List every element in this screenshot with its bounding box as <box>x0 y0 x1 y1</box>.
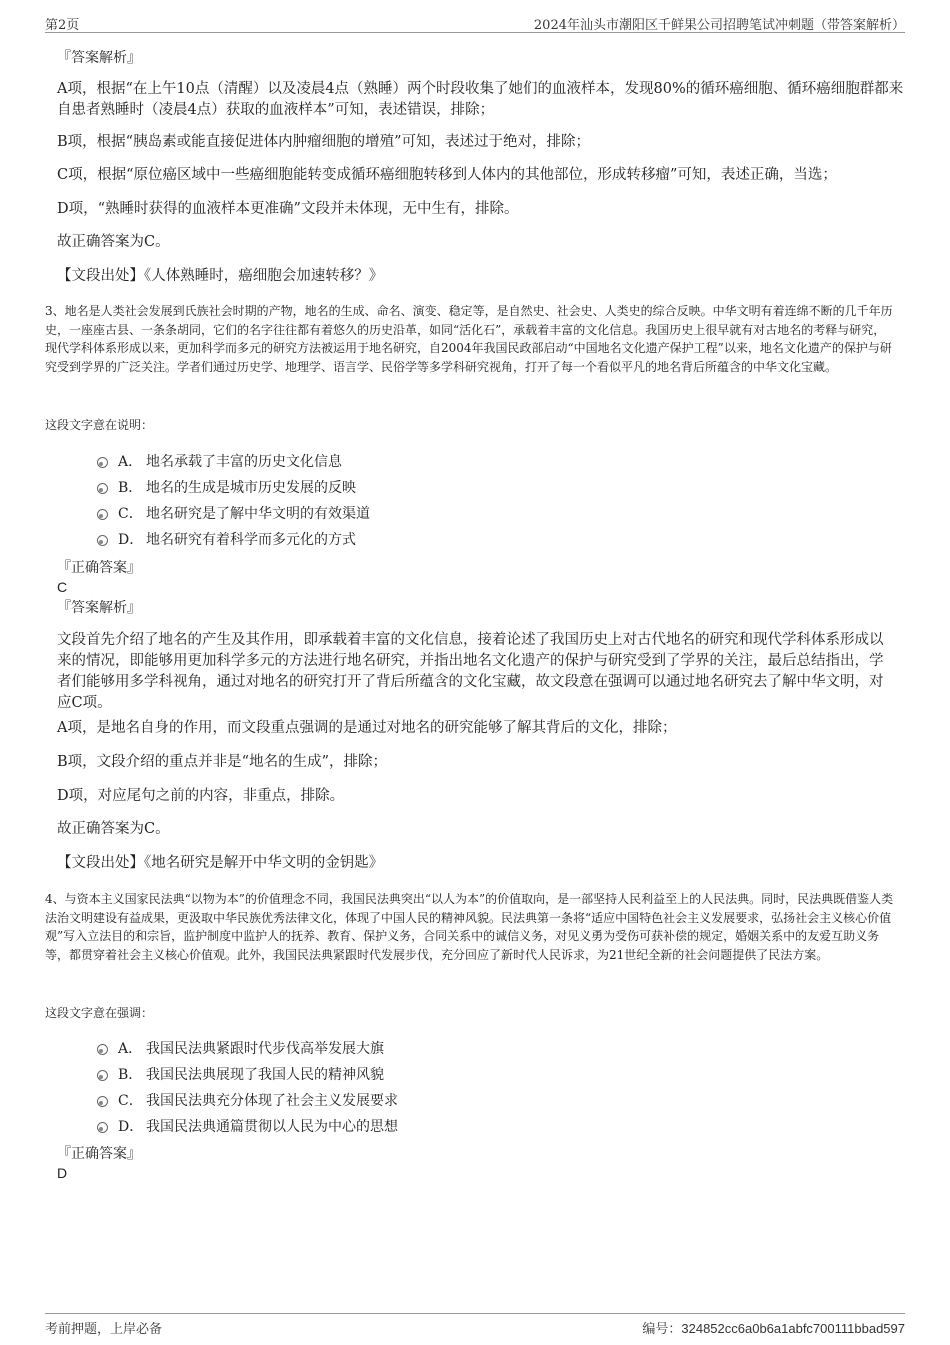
question-3-prompt: 这段文字意在说明： <box>45 418 154 432</box>
question-3-text: 3、地名是人类社会发展到氏族社会时期的产物，地名的生成、命名、演变、稳定等，是自然史、社会史、人类史的综合反映。中华文明有着连绵不断的几千年历史，一座座古县、一条条胡同，它们的名字往往都有着悠久的历史沿革，如同“活化石”，承载着丰富的文化信息。我国历史上很早就有对古地名的考释与研究，现代学科体系形成以来，更加科学而多元的研究方法被运用于地名研究，自2004年我国民政部启动“中国地名文化遗产保护工程”以来，地名文化遗产的保护与研究受到学界的广泛关注。学者们通过历史学、地理学、语言学、民俗学等多学科研究视角，打开了每一个看似平凡的地名背后所蕴含的中华文化宝藏。 <box>45 304 893 374</box>
analysis-option-b: B项，文段介绍的重点并非是“地名的生成”，排除； <box>57 754 387 770</box>
document-title: 2024年汕头市潮阳区千鲜果公司招聘笔试冲刺题（带答案解析） <box>533 18 905 33</box>
analysis-option-b: B项，根据“胰岛素或能直接促进体内肿瘤细胞的增殖”可知，表述过于绝对，排除； <box>57 134 590 150</box>
radio-icon[interactable] <box>97 457 108 468</box>
question-4-option-c[interactable]: C． 我国民法典充分体现了社会主义发展要求 <box>97 1091 398 1111</box>
source-citation: 【文段出处】《地名研究是解开中华文明的金钥匙》 <box>57 855 384 871</box>
page-footer <box>45 1313 905 1337</box>
radio-icon[interactable] <box>97 1122 108 1133</box>
analysis-heading: 『答案解析』 <box>57 600 141 616</box>
analysis-option-d: D项，对应尾句之前的内容，非重点，排除。 <box>57 788 345 804</box>
footer-slogan: 考前押题，上岸必备 <box>45 1322 163 1337</box>
document-code <box>642 1318 905 1337</box>
answer-heading: 『正确答案』 <box>57 1146 141 1162</box>
document-code-value: 324852cc6a0b6a1abfc700111bbad597 <box>681 1321 905 1336</box>
question-4-option-b[interactable]: B． 我国民法典展现了我国人民的精神风貌 <box>97 1065 384 1085</box>
radio-icon[interactable] <box>97 1070 108 1081</box>
radio-icon[interactable] <box>97 509 108 520</box>
analysis-option-a: A项，是地名自身的作用，而文段重点强调的是通过对地名的研究能够了解其背后的文化，排除； <box>57 720 677 736</box>
radio-icon[interactable] <box>97 483 108 494</box>
analysis-option-c: C项，根据“原位癌区域中一些癌细胞能转变成循环癌细胞转移到人体内的其他部位，形成转移瘤”可知，表述正确，当选； <box>57 167 837 183</box>
correct-answer: D <box>57 1165 68 1181</box>
radio-icon[interactable] <box>97 1096 108 1107</box>
analysis-option-a: A项，根据“在上午10点（清醒）以及凌晨4点（熟睡）两个时段收集了她们的血液样本，发现80%的循环癌细胞、循环癌细胞群都来自患者熟睡时（凌晨4点）获取的血液样本”可知，表述错误，排除； <box>57 81 904 118</box>
analysis-conclusion: 故正确答案为C。 <box>57 821 170 837</box>
analysis-main: 文段首先介绍了地名的产生及其作用，即承载着丰富的文化信息，接着论述了我国历史上对古代地名的研究和现代学科体系形成以来的情况，即能够用更加科学多元的方法进行地名研究，并指出地名文化遗产的保护与研究受到了学界的关注，最后总结指出，学者们能够用多学科视角，通过对地名的研究打开了背后所蕴含的文化宝藏，故文段意在强调可以通过地名研究去了解中华文明，对应C项。 <box>57 632 884 711</box>
question-4-option-d[interactable]: D． 我国民法典通篇贯彻以人民为中心的思想 <box>97 1117 398 1137</box>
radio-icon[interactable] <box>97 535 108 546</box>
question-3-option-b[interactable]: B． 地名的生成是城市历史发展的反映 <box>97 478 356 498</box>
radio-icon[interactable] <box>97 1044 108 1055</box>
document-code-label: 编号： <box>642 1322 682 1337</box>
page-number: 第2页 <box>45 18 80 33</box>
answer-heading: 『正确答案』 <box>57 560 141 576</box>
question-3-option-d[interactable]: D． 地名研究有着科学而多元化的方式 <box>97 530 356 550</box>
question-3-option-c[interactable]: C． 地名研究是了解中华文明的有效渠道 <box>97 504 370 524</box>
question-4-option-a[interactable]: A． 我国民法典紧跟时代步伐高举发展大旗 <box>97 1039 384 1059</box>
page-header <box>45 12 905 33</box>
analysis-heading: 『答案解析』 <box>57 50 141 66</box>
correct-answer: C <box>57 579 68 595</box>
analysis-option-d: D项，“熟睡时获得的血液样本更准确”文段并未体现，无中生有，排除。 <box>57 201 519 217</box>
question-4-text: 4、与资本主义国家民法典“以物为本”的价值理念不同，我国民法典突出“以人为本”的价值取向，是一部坚持人民利益至上的人民法典。同时，民法典既借鉴人类法治文明建设有益成果，更汲取中华民族优秀法律文化，体现了中国人民的精神风貌。民法典第一条将“适应中国特色社会主义发展要求，弘扬社会主义核心价值观”写入立法目的和宗旨，监护制度中监护人的抚养、教育、保护义务，合同关系中的诚信义务，对见义勇为受伤可获补偿的规定，婚姻关系中的友爱互助义务等，都贯穿着社会主义核心价值观。此外，我国民法典紧跟时代发展步伐，充分回应了新时代人民诉求，为21世纪全新的社会问题提供了民法方案。 <box>45 892 894 962</box>
analysis-conclusion: 故正确答案为C。 <box>57 234 170 250</box>
question-3-option-a[interactable]: A． 地名承载了丰富的历史文化信息 <box>97 452 342 472</box>
question-4-prompt: 这段文字意在强调： <box>45 1006 154 1020</box>
source-citation: 【文段出处】《人体熟睡时，癌细胞会加速转移？》 <box>57 268 384 284</box>
